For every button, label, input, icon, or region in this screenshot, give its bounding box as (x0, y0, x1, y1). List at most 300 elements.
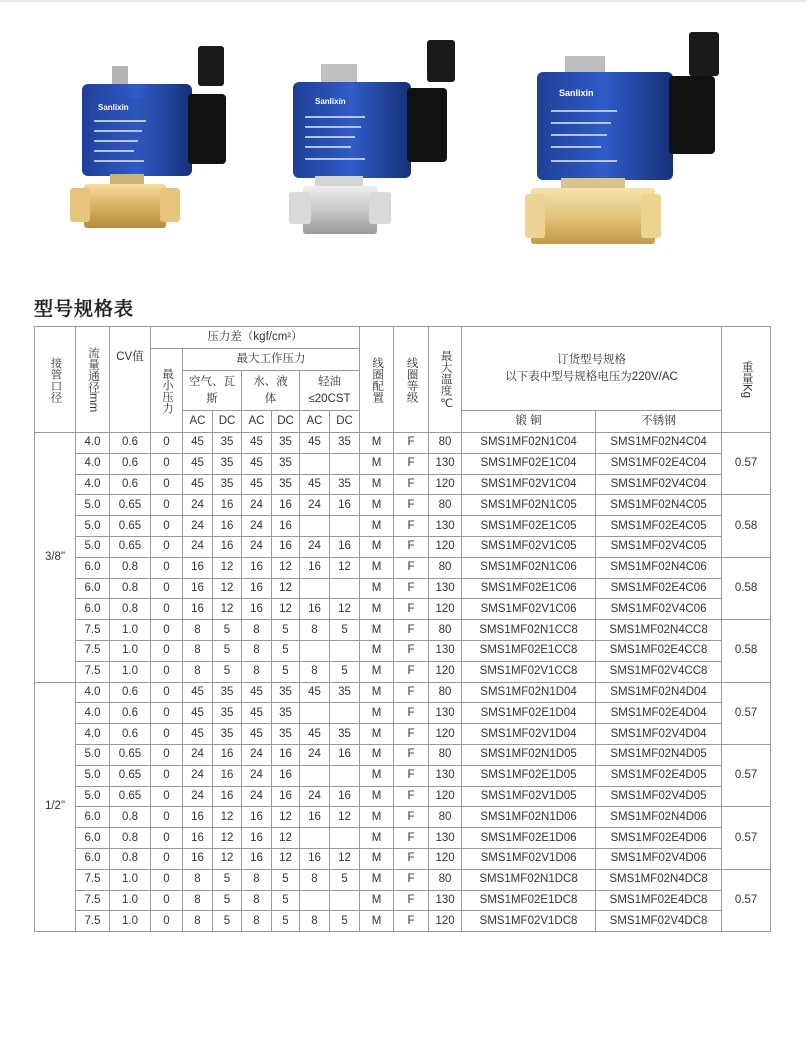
cell-o1: 45 (300, 724, 330, 745)
cell-a1: 8 (183, 869, 213, 890)
cell-grade: F (394, 724, 429, 745)
cell-brass: SMS1MF02V1C06 (462, 599, 596, 620)
cell-o2: 12 (330, 599, 360, 620)
table-row (35, 890, 771, 911)
cell-min: 0 (151, 828, 183, 849)
cell-coil: M (360, 516, 394, 537)
cell-a1: 24 (183, 744, 213, 765)
cell-ss: SMS1MF02E4D05 (596, 765, 722, 786)
cell-w2: 5 (272, 640, 300, 661)
cell-w1: 8 (242, 640, 272, 661)
cell-a2: 12 (213, 599, 242, 620)
cell-brass: SMS1MF02E1D04 (462, 703, 596, 724)
cell-w1: 45 (242, 703, 272, 724)
cell-min: 0 (151, 682, 183, 703)
header-forged-copper: 锻 铜 (462, 411, 596, 433)
header-max-temp: 最大温度℃ (429, 327, 462, 433)
cell-a2: 16 (213, 516, 242, 537)
cell-coil: M (360, 599, 394, 620)
cell-o1 (300, 578, 330, 599)
cell-cv: 0.65 (110, 744, 151, 765)
table-row (35, 869, 771, 890)
cell-cv: 0.6 (110, 474, 151, 495)
cell-grade: F (394, 557, 429, 578)
table-row (35, 848, 771, 869)
cell-w1: 8 (242, 869, 272, 890)
cell-ss: SMS1MF02N4C04 (596, 433, 722, 454)
cell-w1: 24 (242, 536, 272, 557)
cell-coil: M (360, 453, 394, 474)
cell-min: 0 (151, 724, 183, 745)
cell-cv: 0.8 (110, 807, 151, 828)
cell-o1 (300, 516, 330, 537)
header-light-oil: 轻油≤20CST (300, 371, 360, 411)
cell-grade: F (394, 433, 429, 454)
cell-flow: 7.5 (76, 661, 110, 682)
cell-brass: SMS1MF02V1CC8 (462, 661, 596, 682)
cell-min: 0 (151, 453, 183, 474)
cell-cv: 0.8 (110, 599, 151, 620)
cell-grade: F (394, 828, 429, 849)
cell-a2: 35 (213, 682, 242, 703)
table-row (35, 661, 771, 682)
cell-w2: 16 (272, 536, 300, 557)
weight-cell: 0.57 (722, 744, 771, 806)
cell-o2: 5 (330, 661, 360, 682)
cell-a2: 12 (213, 828, 242, 849)
cell-temp: 130 (429, 640, 462, 661)
cell-a1: 45 (183, 724, 213, 745)
cell-w1: 8 (242, 890, 272, 911)
cell-cv: 0.65 (110, 765, 151, 786)
weight-cell: 0.57 (722, 869, 771, 931)
cell-a1: 8 (183, 620, 213, 641)
cell-min: 0 (151, 786, 183, 807)
cell-coil: M (360, 682, 394, 703)
cell-grade: F (394, 599, 429, 620)
cell-ss: SMS1MF02E4DC8 (596, 890, 722, 911)
table-row (35, 786, 771, 807)
weight-cell: 0.58 (722, 557, 771, 619)
cell-temp: 130 (429, 828, 462, 849)
cell-o1: 16 (300, 557, 330, 578)
cell-grade: F (394, 495, 429, 516)
cell-min: 0 (151, 599, 183, 620)
spec-table-body (35, 433, 771, 932)
cell-ss: SMS1MF02E4C04 (596, 453, 722, 474)
cell-w1: 16 (242, 848, 272, 869)
cell-w2: 16 (272, 744, 300, 765)
cell-a2: 35 (213, 433, 242, 454)
cell-grade: F (394, 848, 429, 869)
cell-min: 0 (151, 765, 183, 786)
cell-temp: 130 (429, 890, 462, 911)
cell-brass: SMS1MF02N1DC8 (462, 869, 596, 890)
cell-coil: M (360, 661, 394, 682)
cell-temp: 130 (429, 453, 462, 474)
cell-brass: SMS1MF02E1C05 (462, 516, 596, 537)
cell-w1: 45 (242, 682, 272, 703)
cell-grade: F (394, 807, 429, 828)
cell-brass: SMS1MF02N1CC8 (462, 620, 596, 641)
cell-w1: 16 (242, 557, 272, 578)
table-row (35, 765, 771, 786)
cell-w2: 5 (272, 661, 300, 682)
cell-a2: 5 (213, 911, 242, 932)
cell-min: 0 (151, 911, 183, 932)
header-stainless: 不锈钢 (596, 411, 722, 433)
cell-coil: M (360, 724, 394, 745)
cell-cv: 0.6 (110, 724, 151, 745)
cell-grade: F (394, 640, 429, 661)
cell-grade: F (394, 453, 429, 474)
header-water-ac: AC (242, 411, 272, 433)
cell-coil: M (360, 807, 394, 828)
cell-flow: 5.0 (76, 536, 110, 557)
table-row (35, 911, 771, 932)
table-row (35, 744, 771, 765)
weight-cell: 0.58 (722, 495, 771, 557)
cell-a2: 35 (213, 453, 242, 474)
cell-ss: SMS1MF02E4D04 (596, 703, 722, 724)
cell-w1: 45 (242, 453, 272, 474)
cell-grade: F (394, 578, 429, 599)
cell-brass: SMS1MF02N1C04 (462, 433, 596, 454)
cell-flow: 4.0 (76, 682, 110, 703)
cell-w1: 16 (242, 828, 272, 849)
cell-o2 (330, 703, 360, 724)
cell-a1: 8 (183, 911, 213, 932)
cell-temp: 120 (429, 911, 462, 932)
cell-brass: SMS1MF02N1D05 (462, 744, 596, 765)
pipe-size-cell: 1/2" (35, 682, 76, 932)
cell-coil: M (360, 536, 394, 557)
cell-o2: 5 (330, 869, 360, 890)
cell-o2: 12 (330, 557, 360, 578)
cell-w2: 16 (272, 786, 300, 807)
cell-brass: SMS1MF02E1D06 (462, 828, 596, 849)
header-coil-grade: 线圈等级 (394, 327, 429, 433)
cell-w1: 24 (242, 516, 272, 537)
cell-w1: 45 (242, 433, 272, 454)
cell-min: 0 (151, 557, 183, 578)
cell-a2: 35 (213, 703, 242, 724)
cell-o2 (330, 453, 360, 474)
cell-min: 0 (151, 848, 183, 869)
cell-o1: 16 (300, 807, 330, 828)
pipe-size-cell: 3/8" (35, 433, 76, 683)
cell-ss: SMS1MF02E4C06 (596, 578, 722, 599)
cell-ss: SMS1MF02V4C05 (596, 536, 722, 557)
cell-flow: 4.0 (76, 703, 110, 724)
cell-a2: 5 (213, 869, 242, 890)
cell-w1: 24 (242, 744, 272, 765)
weight-cell: 0.57 (722, 682, 771, 744)
cell-a1: 8 (183, 640, 213, 661)
cell-coil: M (360, 640, 394, 661)
cell-grade: F (394, 786, 429, 807)
cell-ss: SMS1MF02E4C05 (596, 516, 722, 537)
cell-coil: M (360, 474, 394, 495)
cell-ss: SMS1MF02E4D06 (596, 828, 722, 849)
cell-flow: 4.0 (76, 453, 110, 474)
cell-a2: 5 (213, 890, 242, 911)
cell-temp: 80 (429, 869, 462, 890)
cell-brass: SMS1MF02V1C05 (462, 536, 596, 557)
header-air-dc: DC (213, 411, 242, 433)
cell-temp: 120 (429, 786, 462, 807)
cell-w2: 5 (272, 911, 300, 932)
cell-a1: 8 (183, 661, 213, 682)
cell-grade: F (394, 661, 429, 682)
cell-grade: F (394, 703, 429, 724)
cell-w2: 12 (272, 848, 300, 869)
header-pipe-size: 接管口径 (35, 327, 76, 433)
cell-flow: 5.0 (76, 516, 110, 537)
cell-cv: 0.8 (110, 828, 151, 849)
cell-a1: 16 (183, 599, 213, 620)
cell-temp: 120 (429, 661, 462, 682)
cell-o1: 45 (300, 474, 330, 495)
cell-flow: 4.0 (76, 433, 110, 454)
cell-w1: 24 (242, 786, 272, 807)
cell-min: 0 (151, 744, 183, 765)
cell-o1 (300, 703, 330, 724)
cell-o1: 45 (300, 433, 330, 454)
cell-a2: 12 (213, 557, 242, 578)
cell-temp: 80 (429, 620, 462, 641)
cell-coil: M (360, 828, 394, 849)
cell-grade: F (394, 516, 429, 537)
valve-brand-label: Sanlixin (559, 88, 594, 98)
header-water-liquid: 水、液体 (242, 371, 300, 411)
cell-temp: 120 (429, 474, 462, 495)
header-order-spec-line1: 订货型号规格 (557, 353, 627, 366)
header-order-spec-line2: 以下表中型号规格电压为220V/AC (505, 370, 678, 383)
cell-coil: M (360, 890, 394, 911)
cell-cv: 0.6 (110, 453, 151, 474)
cell-o1 (300, 453, 330, 474)
cell-ss: SMS1MF02V4C06 (596, 599, 722, 620)
cell-temp: 80 (429, 682, 462, 703)
cell-a1: 24 (183, 786, 213, 807)
cell-flow: 6.0 (76, 807, 110, 828)
table-row (35, 495, 771, 516)
cell-cv: 0.65 (110, 786, 151, 807)
table-row (35, 807, 771, 828)
cell-flow: 7.5 (76, 869, 110, 890)
cell-w1: 16 (242, 578, 272, 599)
cell-w2: 16 (272, 495, 300, 516)
cell-brass: SMS1MF02E1DC8 (462, 890, 596, 911)
cell-o2: 12 (330, 848, 360, 869)
cell-coil: M (360, 578, 394, 599)
cell-o2 (330, 765, 360, 786)
cell-flow: 6.0 (76, 599, 110, 620)
cell-a1: 24 (183, 765, 213, 786)
cell-min: 0 (151, 869, 183, 890)
header-oil-ac: AC (300, 411, 330, 433)
cell-a1: 45 (183, 703, 213, 724)
weight-cell: 0.58 (722, 620, 771, 682)
cell-a2: 16 (213, 536, 242, 557)
cell-min: 0 (151, 661, 183, 682)
cell-ss: SMS1MF02V4D05 (596, 786, 722, 807)
cell-o2 (330, 890, 360, 911)
cell-w2: 12 (272, 807, 300, 828)
weight-cell: 0.57 (722, 807, 771, 869)
table-row (35, 640, 771, 661)
cell-min: 0 (151, 474, 183, 495)
header-flow: 流量通径mm (76, 327, 110, 433)
cell-o2: 5 (330, 911, 360, 932)
cell-min: 0 (151, 536, 183, 557)
cell-o1: 45 (300, 682, 330, 703)
cell-w1: 16 (242, 807, 272, 828)
cell-grade: F (394, 744, 429, 765)
cell-cv: 0.8 (110, 848, 151, 869)
cell-w1: 8 (242, 620, 272, 641)
cell-min: 0 (151, 807, 183, 828)
valve-brand-label: Sanlixin (315, 97, 346, 106)
cell-brass: SMS1MF02N1C06 (462, 557, 596, 578)
cell-temp: 80 (429, 744, 462, 765)
cell-grade: F (394, 536, 429, 557)
cell-w1: 45 (242, 724, 272, 745)
cell-o2 (330, 640, 360, 661)
cell-w2: 5 (272, 869, 300, 890)
table-row (35, 599, 771, 620)
cell-a2: 16 (213, 744, 242, 765)
cell-temp: 120 (429, 599, 462, 620)
cell-a2: 35 (213, 724, 242, 745)
cell-flow: 5.0 (76, 495, 110, 516)
cell-temp: 120 (429, 848, 462, 869)
cell-w2: 5 (272, 890, 300, 911)
cell-a1: 45 (183, 682, 213, 703)
cell-min: 0 (151, 703, 183, 724)
cell-o1: 8 (300, 869, 330, 890)
cell-cv: 0.65 (110, 495, 151, 516)
table-row (35, 474, 771, 495)
cell-grade: F (394, 890, 429, 911)
cell-coil: M (360, 495, 394, 516)
table-row (35, 703, 771, 724)
cell-o2: 35 (330, 724, 360, 745)
cell-grade: F (394, 682, 429, 703)
cell-ss: SMS1MF02V4D04 (596, 724, 722, 745)
cell-o1 (300, 890, 330, 911)
cell-temp: 130 (429, 703, 462, 724)
cell-temp: 80 (429, 807, 462, 828)
cell-cv: 0.65 (110, 516, 151, 537)
cell-a2: 5 (213, 640, 242, 661)
table-row (35, 433, 771, 454)
cell-a1: 16 (183, 557, 213, 578)
cell-coil: M (360, 744, 394, 765)
cell-o2 (330, 516, 360, 537)
cell-flow: 6.0 (76, 578, 110, 599)
header-order-spec (462, 327, 722, 411)
cell-o1: 24 (300, 495, 330, 516)
cell-ss: SMS1MF02V4C04 (596, 474, 722, 495)
cell-ss: SMS1MF02N4D04 (596, 682, 722, 703)
cell-a1: 16 (183, 578, 213, 599)
cell-a1: 16 (183, 828, 213, 849)
cell-grade: F (394, 869, 429, 890)
cell-cv: 1.0 (110, 640, 151, 661)
table-row (35, 828, 771, 849)
cell-temp: 80 (429, 433, 462, 454)
header-air-gas: 空气、瓦斯 (183, 371, 242, 411)
table-row (35, 620, 771, 641)
cell-cv: 0.6 (110, 433, 151, 454)
cell-w1: 8 (242, 911, 272, 932)
cell-flow: 7.5 (76, 640, 110, 661)
cell-ss: SMS1MF02N4C06 (596, 557, 722, 578)
cell-cv: 1.0 (110, 620, 151, 641)
cell-a1: 24 (183, 516, 213, 537)
header-water-dc: DC (272, 411, 300, 433)
cell-ss: SMS1MF02V4CC8 (596, 661, 722, 682)
cell-cv: 1.0 (110, 661, 151, 682)
cell-coil: M (360, 869, 394, 890)
cell-cv: 0.6 (110, 682, 151, 703)
header-weight: 重量Kg (722, 327, 771, 433)
table-row (35, 557, 771, 578)
cell-a1: 45 (183, 453, 213, 474)
cell-flow: 6.0 (76, 557, 110, 578)
cell-o1 (300, 765, 330, 786)
cell-o1: 16 (300, 848, 330, 869)
cell-flow: 7.5 (76, 890, 110, 911)
cell-w2: 16 (272, 516, 300, 537)
cell-w2: 35 (272, 474, 300, 495)
cell-flow: 6.0 (76, 828, 110, 849)
cell-o2: 12 (330, 807, 360, 828)
header-coil-config: 线圈配置 (360, 327, 394, 433)
cell-flow: 5.0 (76, 744, 110, 765)
cell-temp: 80 (429, 557, 462, 578)
cell-w2: 35 (272, 682, 300, 703)
cell-a2: 12 (213, 578, 242, 599)
cell-cv: 0.6 (110, 703, 151, 724)
cell-a1: 8 (183, 890, 213, 911)
cell-min: 0 (151, 495, 183, 516)
cell-w1: 16 (242, 599, 272, 620)
cell-min: 0 (151, 578, 183, 599)
header-max-working-pressure: 最大工作压力 (183, 349, 360, 371)
cell-o2: 35 (330, 433, 360, 454)
header-air-ac: AC (183, 411, 213, 433)
cell-a2: 5 (213, 661, 242, 682)
cell-grade: F (394, 911, 429, 932)
cell-flow: 5.0 (76, 765, 110, 786)
cell-o2: 16 (330, 536, 360, 557)
cell-ss: SMS1MF02V4DC8 (596, 911, 722, 932)
cell-ss: SMS1MF02E4CC8 (596, 640, 722, 661)
cell-temp: 130 (429, 765, 462, 786)
table-row (35, 578, 771, 599)
cell-o1 (300, 828, 330, 849)
cell-min: 0 (151, 620, 183, 641)
cell-coil: M (360, 786, 394, 807)
cell-brass: SMS1MF02E1CC8 (462, 640, 596, 661)
cell-temp: 120 (429, 724, 462, 745)
cell-min: 0 (151, 433, 183, 454)
cell-w2: 12 (272, 828, 300, 849)
header-min-pressure: 最小压力 (151, 349, 183, 433)
